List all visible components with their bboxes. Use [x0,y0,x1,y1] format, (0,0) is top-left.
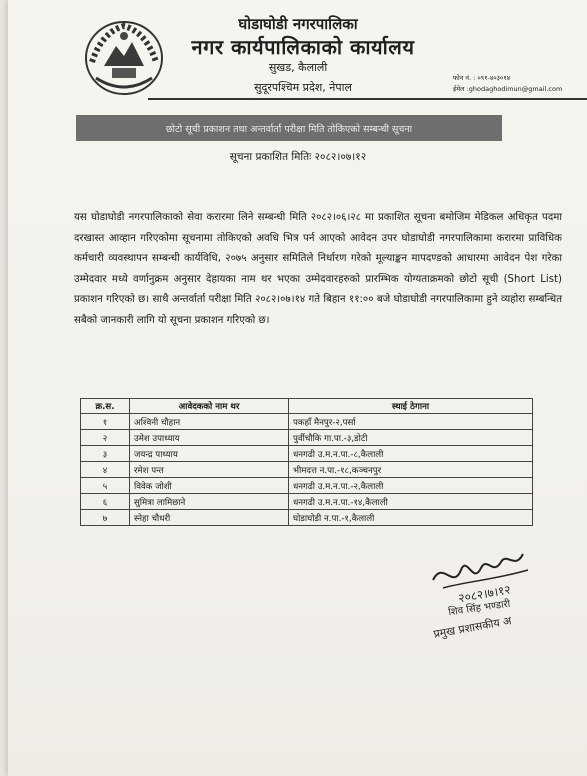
row-address: धनगढी उ.म.न.पा.-१४,कैलाली [289,494,533,510]
row-sn: ७ [81,510,130,526]
row-name: अश्विनी चौहान [130,414,289,430]
table-row [81,446,533,462]
row-sn: ३ [81,446,130,462]
table-row [81,478,533,494]
notice-paper [8,0,587,776]
email-address: ईमेल :ghodaghodimun@gmail.com [453,85,563,93]
shortlist-table [80,398,533,526]
row-name: स्नेहा चौधरी [130,510,289,526]
row-name: विवेक जोशी [130,478,289,494]
row-address: धनगढी उ.म.न.पा.-८,कैलाली [289,446,533,462]
office-place: सुखड, कैलाली [268,61,328,74]
column-header-sn: क्र.स. [81,399,130,414]
row-name: सुमित्रा लामिछाने [130,494,289,510]
phone-number: फोन नं. : ०९१-४०३०१४ [453,74,511,82]
table-row [81,414,533,430]
signature-date: २०८२।७।१२ [457,582,512,606]
signatory-title: प्रमुख प्रशासकीय अ [432,614,513,641]
row-sn: ४ [81,462,130,478]
row-address: पकहाँ मैनपुर-२,पर्सा [289,414,533,430]
table-row [81,430,533,446]
published-date: सूचना प्रकाशित मितिः २०८२।०७।१२ [229,151,367,163]
row-sn: ६ [81,494,130,510]
row-name: उमेश उपाध्याय [130,430,289,446]
notice-body [74,208,562,332]
row-address: घोडाघोडी न.पा.-१,कैलाली [289,510,533,526]
office-name: नगर कार्यपालिकाको कार्यालय [191,35,415,59]
column-header-name: आवेदकको नाम थर [130,399,289,414]
notice-subject-banner: छोटो सूची प्रकाशन तथा अन्तर्वार्ता परीक्षा मिति तोकिएको सम्बन्धी सूचना [76,115,502,141]
row-sn: ५ [81,478,130,494]
table-row [81,494,533,510]
row-sn: १ [81,414,130,430]
table-row [81,462,533,478]
row-sn: २ [81,430,130,446]
notice-paragraph: यस घोडाघोडी नगरपालिकाको सेवा करारमा लिने सम्बन्धी मिति २०८२।०६।२८ मा प्रकाशित सूचना बमोजिम मेडिकल अधिकृत पदमा दरखास्त आव्हान गरिएकोमा सूचनामा तोकिएको अवधि भित्र पर्न आएको आवेदन उपर घोडाघोडी नगरपालिकामा करारमा प्राविधिक कर्मचारी व्यवस्थापन सम्बन्धी कार्यविधि, २०७५ अनुसार समितिले निर्धारण गरेको मूल्याङ्कन मापदण्डको आधारमा आवेदन पेश गरेका उम्मेदवार मध्ये वर्णानुक्रम अनुसार देहायका नाम थर भएका उम्मेदवारहरुको प्रारम्भिक योग्यताक्रमको छोटो सूची (Short List) प्रकाशन गरिएको छ। साथै अन्तर्वार्ता परीक्षा मिति २०८२।०७।१४ गते बिहान ११:०० बजे घोडाघोडी नगरपालिकामा हुने व्यहोरा सम्बन्धित सबैको जानकारी लागि यो सूचना प्रकाशन गरिएको छ। [74,212,562,326]
row-address: धनगढी उ.म.न.पा.-२,कैलाली [289,478,533,494]
municipality-emblem-icon [78,12,170,98]
table-row [81,510,533,526]
row-address: भीमदत्त न.पा.-१८,कञ्चनपुर [289,462,533,478]
row-name: रमेश पन्त [130,462,289,478]
signatory-name: शिव सिंह भण्डारी [447,598,512,619]
municipality-name: घोडाघोडी नगरपालिका [238,15,358,33]
row-name: जयन्द्र पाध्याय [130,446,289,462]
header-divider [148,98,587,100]
office-province: सुदूरपश्चिम प्रदेश, नेपाल [254,81,352,94]
table-header-row [81,399,533,414]
column-header-address: स्थाई ठेगाना [289,399,533,414]
row-address: पुर्वीचौकि गा.पा.-३,डोटी [289,430,533,446]
